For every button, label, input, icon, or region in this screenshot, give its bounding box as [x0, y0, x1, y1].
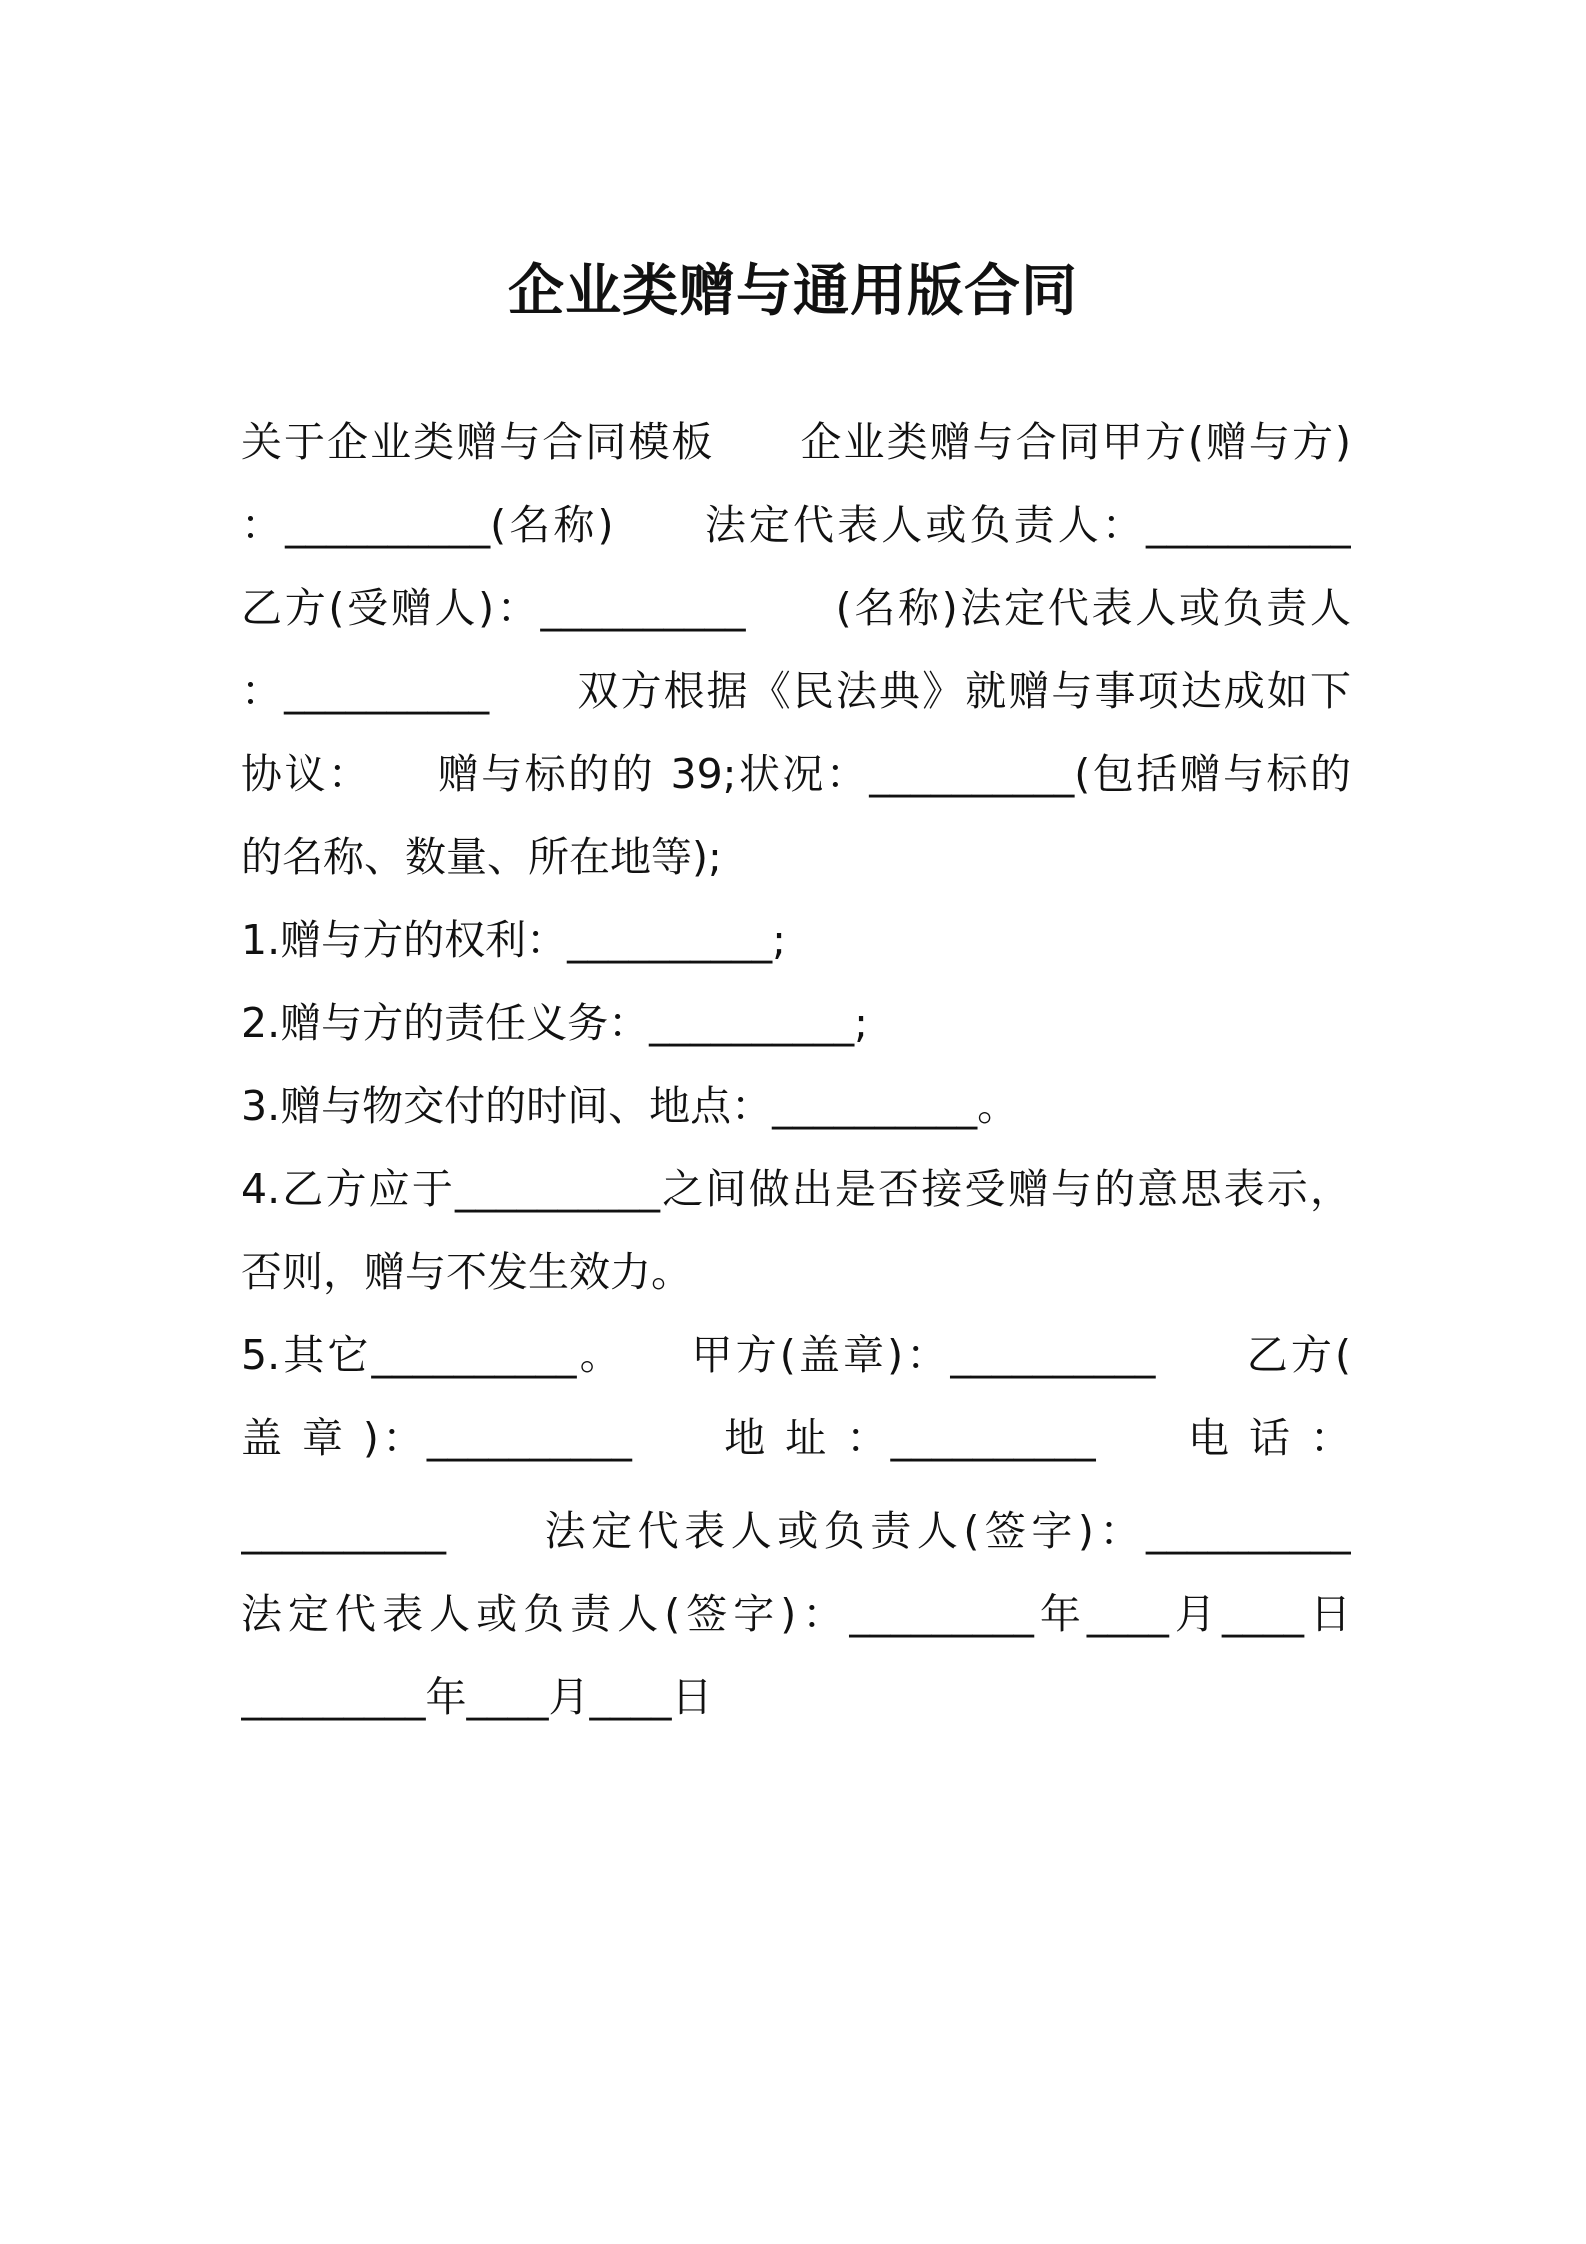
text-line-4: ：__________ 双方根据《民法典》就赠与事项达成如下	[241, 667, 1351, 715]
date-line: _________年____月____日	[241, 1673, 713, 1721]
signature-line-2: __________ 法定代表人或负责人(签字)：__________	[241, 1507, 1351, 1555]
signature-line-1: 盖 章 )：__________ 地 址 ：__________ 电 话 ：	[241, 1414, 1351, 1462]
text-line-5: 协议： 赠与标的的 39;状况：__________(包括赠与标的	[241, 750, 1351, 798]
document-title: 企业类赠与通用版合同	[508, 259, 1078, 324]
clause-1: 1.赠与方的权利：__________;	[241, 916, 786, 964]
text-line-6: 的名称、数量、所在地等);	[241, 833, 722, 881]
clause-4-cont: 否则，赠与不发生效力。	[241, 1248, 692, 1296]
text-line-1: 关于企业类赠与合同模板 企业类赠与合同甲方(赠与方)	[241, 418, 1351, 466]
clause-3: 3.赠与物交付的时间、地点：__________。	[241, 1082, 1019, 1130]
clause-2: 2.赠与方的责任义务：__________;	[241, 999, 868, 1047]
clause-5: 5.其它__________。 甲方(盖章)：__________ 乙方(	[241, 1331, 1351, 1379]
clause-4: 4.乙方应于__________之间做出是否接受赠与的意思表示，	[241, 1165, 1351, 1213]
text-line-2: ：__________(名称) 法定代表人或负责人：__________	[241, 501, 1351, 549]
text-line-3: 乙方(受赠人)：__________ (名称)法定代表人或负责人	[241, 584, 1351, 632]
signature-line-3: 法定代表人或负责人(签字)：_________年____月____日	[241, 1590, 1351, 1638]
